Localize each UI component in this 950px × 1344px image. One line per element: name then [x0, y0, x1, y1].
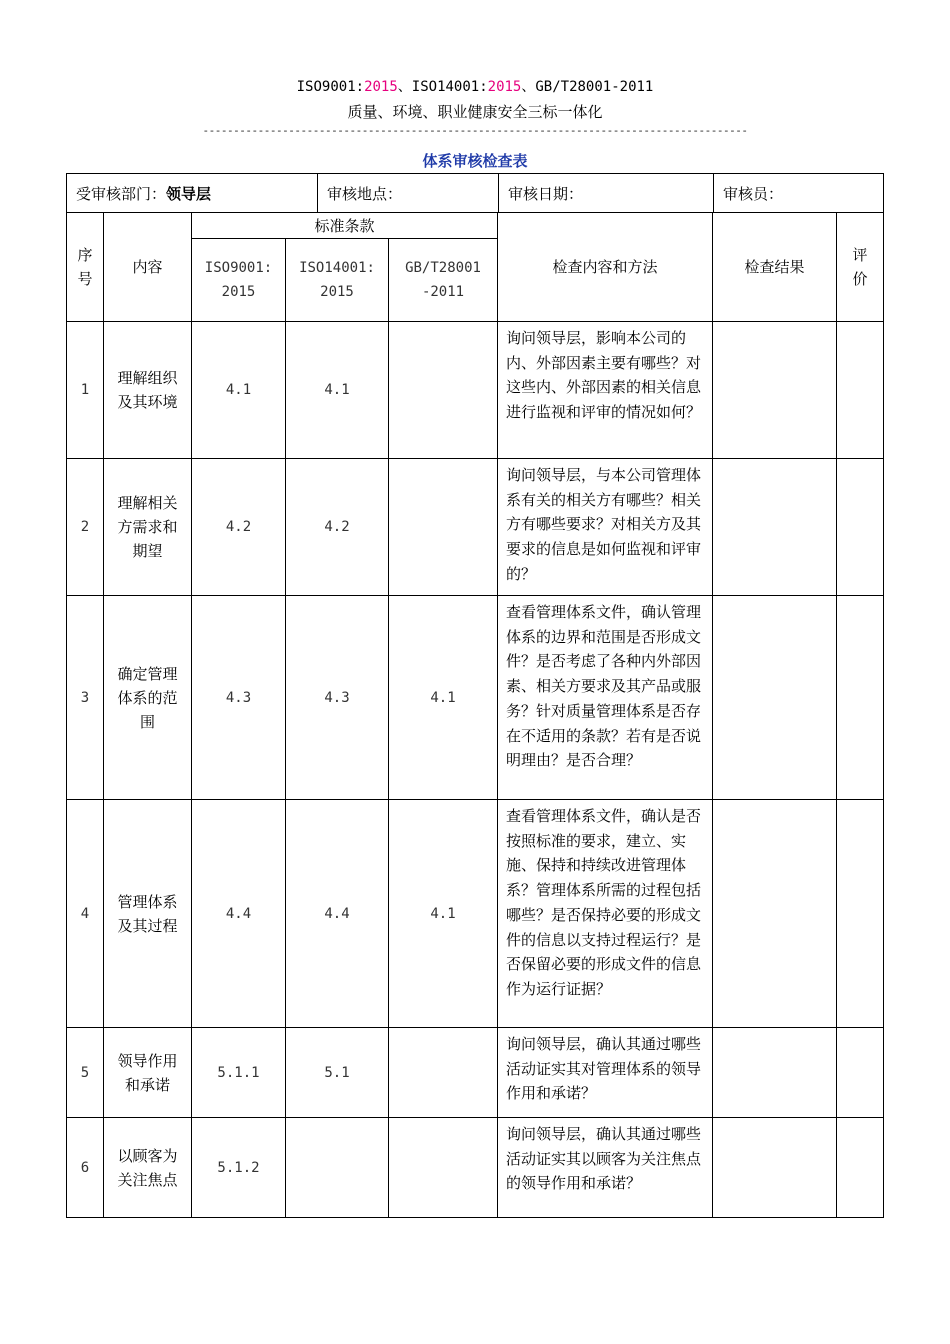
table-row [67, 800, 884, 1028]
audited-department-cell [67, 174, 318, 213]
checklist-table [66, 212, 884, 1218]
row-result [713, 596, 837, 800]
row-gbt: 4.1 [389, 800, 498, 1028]
audit-location-cell: 审核地点： [318, 174, 499, 213]
row-result [713, 1028, 837, 1118]
row-method: 查看管理体系文件，确认是否按照标准的要求，建立、实施、保持和持续改进管理体系？管理体系所需的过程包括哪些？是否保持必要的形成文件的信息以支持过程运行？是否保留必要的形成文件的信息作为运行证据？ [498, 800, 713, 1028]
row-content: 理解相关方需求和期望 [104, 459, 192, 596]
row-result [713, 459, 837, 596]
row-rating [837, 596, 884, 800]
iso14001-header: ISO14001:2015 [286, 239, 389, 322]
row-iso14001: 5.1 [286, 1028, 389, 1118]
header-row [67, 213, 884, 239]
iso9001-prefix: ISO9001: [296, 79, 365, 95]
row-seq: 2 [67, 459, 104, 596]
row-rating [837, 1028, 884, 1118]
iso14001-prefix: 、ISO14001: [397, 79, 488, 95]
row-rating [837, 322, 884, 459]
form-title: 体系审核检查表 [422, 152, 528, 170]
gbt-suffix: 、GB/T28001-2011 [521, 79, 654, 95]
subtitle: 质量、环境、职业健康安全三标一体化 [347, 103, 603, 121]
standards-heading [0, 76, 950, 96]
row-iso9001: 4.2 [192, 459, 286, 596]
row-gbt [389, 459, 498, 596]
table-row [67, 1028, 884, 1118]
row-iso9001: 5.1.2 [192, 1118, 286, 1218]
row-iso14001: 4.2 [286, 459, 389, 596]
row-rating [837, 459, 884, 596]
row-seq: 4 [67, 800, 104, 1028]
row-result [713, 322, 837, 459]
dept-value: 领导层 [166, 184, 212, 203]
auditor-cell: 审核员： [714, 174, 884, 213]
row-content: 管理体系及其过程 [104, 800, 192, 1028]
row-method: 询问领导层，影响本公司的内、外部因素主要有哪些？对这些内、外部因素的相关信息进行监视和评审的情况如何？ [498, 322, 713, 459]
row-seq: 3 [67, 596, 104, 800]
seq-header: 序号 [67, 213, 104, 322]
row-gbt [389, 1118, 498, 1218]
iso9001-header: ISO9001:2015 [192, 239, 286, 322]
table-row [67, 322, 884, 459]
row-gbt [389, 322, 498, 459]
row-seq: 5 [67, 1028, 104, 1118]
audit-date-cell: 审核日期： [499, 174, 714, 213]
row-method: 询问领导层，与本公司管理体系有关的相关方有哪些？相关方有哪些要求？对相关方及其要求的信息是如何监视和评审的？ [498, 459, 713, 596]
row-method: 询问领导层，确认其通过哪些活动证实其以顾客为关注焦点的领导作用和承诺？ [498, 1118, 713, 1218]
row-method: 查看管理体系文件，确认管理体系的边界和范围是否形成文件？是否考虑了各种内外部因素、相关方要求及其产品或服务？针对质量管理体系是否存在不适用的条款？若有是否说明理由？是否合理？ [498, 596, 713, 800]
row-iso9001: 4.3 [192, 596, 286, 800]
row-iso14001: 4.3 [286, 596, 389, 800]
row-rating [837, 800, 884, 1028]
row-iso14001 [286, 1118, 389, 1218]
row-result [713, 1118, 837, 1218]
row-iso9001: 5.1.1 [192, 1028, 286, 1118]
header-divider: ----------------------------------------------------------------------------------------- [202, 124, 748, 137]
row-seq: 6 [67, 1118, 104, 1218]
table-row [67, 596, 884, 800]
iso9001-year: 2015 [364, 79, 398, 95]
row-seq: 1 [67, 322, 104, 459]
row-gbt [389, 1028, 498, 1118]
row-rating [837, 1118, 884, 1218]
row-iso9001: 4.4 [192, 800, 286, 1028]
row-content: 领导作用和承诺 [104, 1028, 192, 1118]
row-gbt: 4.1 [389, 596, 498, 800]
audit-info-row [67, 174, 884, 213]
row-method: 询问领导层，确认其通过哪些活动证实其对管理体系的领导作用和承诺？ [498, 1028, 713, 1118]
row-result [713, 800, 837, 1028]
rating-header: 评价 [837, 213, 884, 322]
result-header: 检查结果 [713, 213, 837, 322]
table-row [67, 459, 884, 596]
row-iso9001: 4.1 [192, 322, 286, 459]
row-iso14001: 4.1 [286, 322, 389, 459]
content-header: 内容 [104, 213, 192, 322]
row-content: 理解组织及其环境 [104, 322, 192, 459]
iso14001-year: 2015 [487, 79, 522, 95]
dept-label: 受审核部门： [76, 184, 167, 203]
audit-info-table [66, 173, 884, 213]
standard-clauses-header: 标准条款 [192, 213, 498, 239]
row-iso14001: 4.4 [286, 800, 389, 1028]
row-content: 以顾客为关注焦点 [104, 1118, 192, 1218]
method-header: 检查内容和方法 [498, 213, 713, 322]
gbt-header: GB/T28001-2011 [389, 239, 498, 322]
row-content: 确定管理体系的范围 [104, 596, 192, 800]
table-row [67, 1118, 884, 1218]
